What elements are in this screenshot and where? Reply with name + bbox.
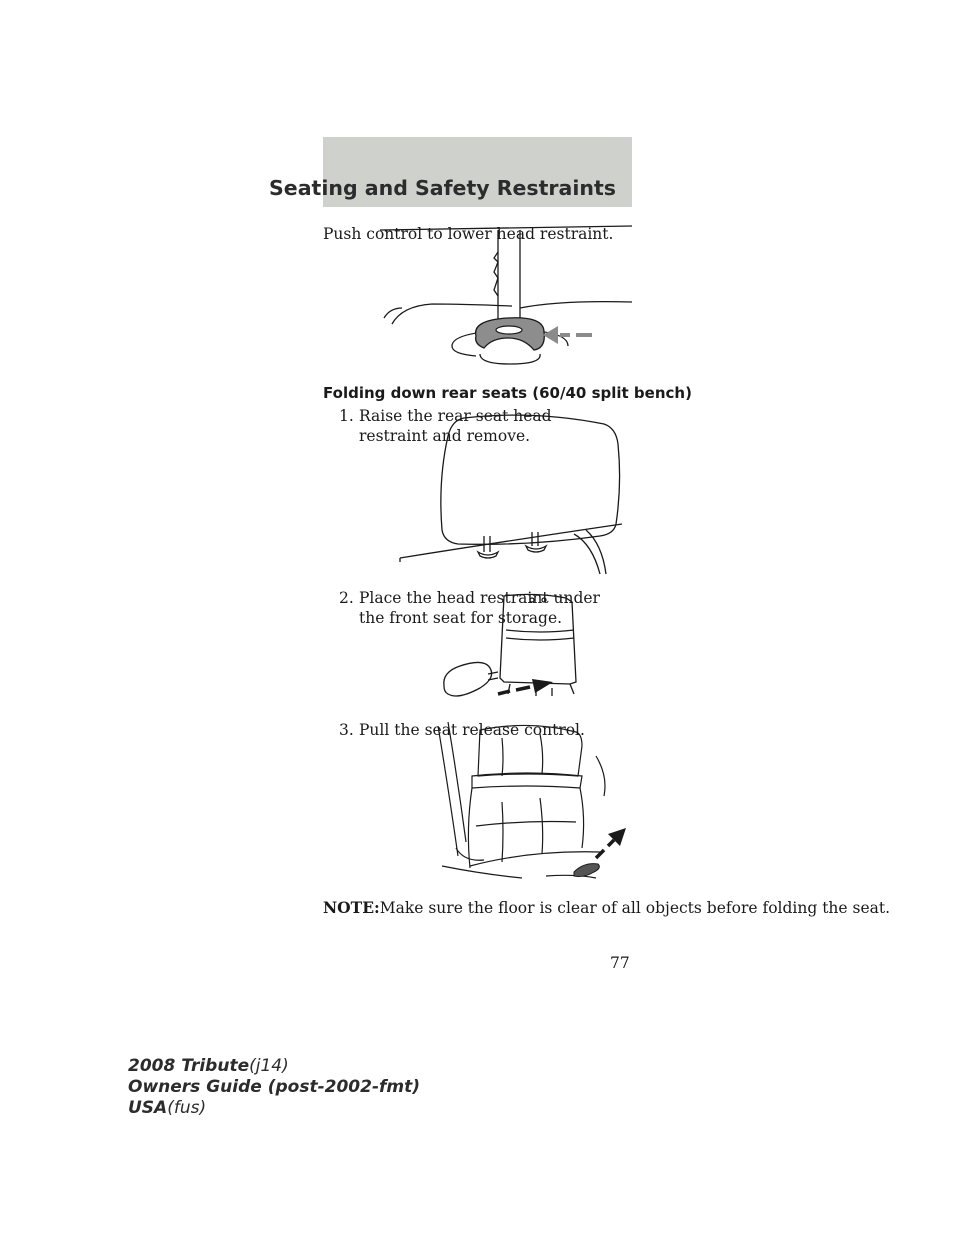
step-number: 1. [339, 407, 354, 425]
seat-release-illustration [436, 716, 628, 884]
footer-model-code: (j14) [249, 1056, 289, 1076]
release-direction-arrow [596, 828, 626, 858]
note-label: NOTE: [323, 898, 380, 917]
note [323, 898, 890, 917]
footer-market: USA [128, 1098, 168, 1118]
document-footer [128, 1056, 420, 1119]
step-text-line1: Pull the seat release control. [359, 721, 585, 739]
intro-text: Push control to lower head restraint. [323, 225, 614, 243]
head-restraint-control-illustration [380, 222, 635, 362]
step-text-line1: Raise the rear seat head [359, 407, 552, 425]
section-title: Seating and Safety Restraints [269, 176, 616, 200]
step-text-line2: restraint and remove. [359, 427, 531, 445]
step-number: 3. [339, 721, 354, 739]
head-restraint-storage-illustration [436, 590, 586, 706]
step-text-line2: the front seat for storage. [359, 609, 563, 627]
storage-direction-arrow [498, 679, 553, 694]
push-direction-arrow [543, 326, 592, 344]
footer-model: 2008 Tribute [128, 1056, 250, 1076]
step-text-line1: Place the head restraint under [359, 589, 600, 607]
footer-guide: Owners Guide (post-2002-fmt) [128, 1077, 421, 1097]
folding-heading: Folding down rear seats (60/40 split bench) [323, 384, 692, 402]
page-number: 77 [610, 954, 630, 972]
note-text: Make sure the floor is clear of all objects before folding the seat. [379, 899, 891, 917]
footer-market-code: (fus) [167, 1098, 207, 1118]
head-restraint-illustration [398, 408, 626, 576]
section-header-band [269, 137, 632, 207]
seat-release-lever [574, 864, 599, 877]
step-number: 2. [339, 589, 354, 607]
